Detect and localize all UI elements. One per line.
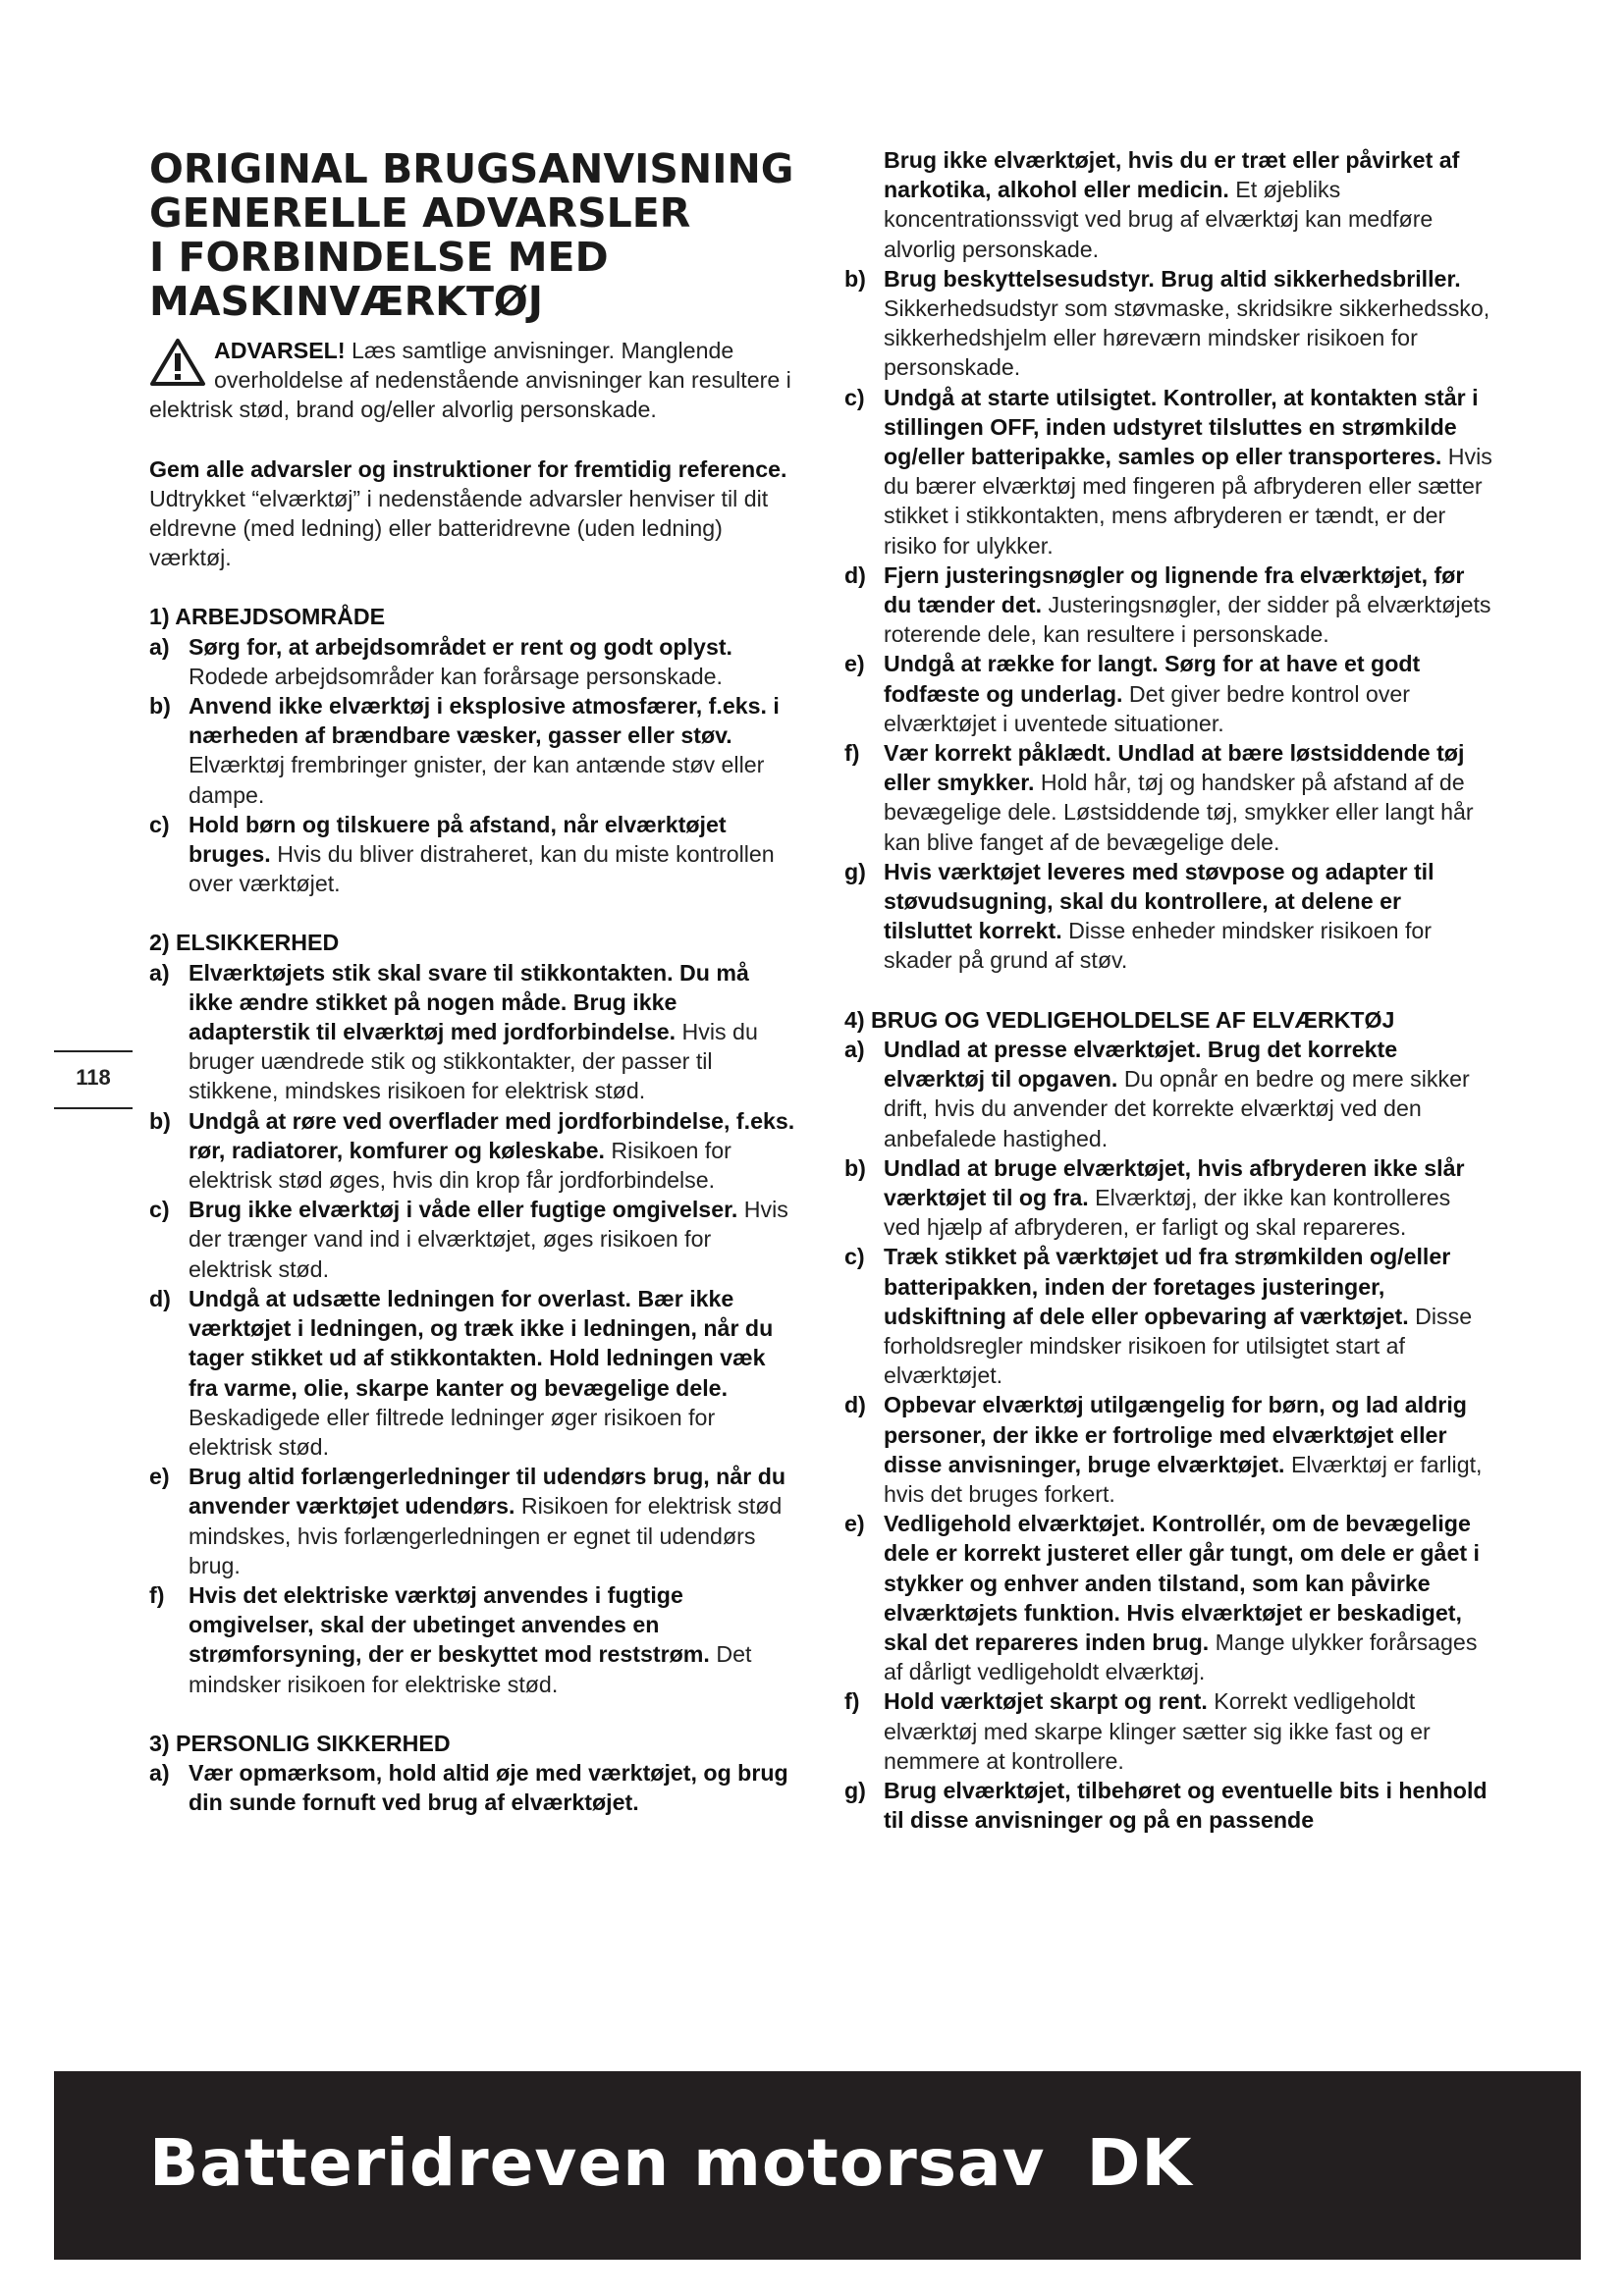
- item-text: Korrekt vedligeholdt elværktøj med skarpe klinger sætter sig ikke fast og er nemmere at kontrollere.: [884, 1688, 1431, 1774]
- item-label: b): [844, 265, 866, 292]
- list-item: [844, 738, 1492, 857]
- item-text: Mange ulykker forårsages af dårligt vedligeholdt elværktøj.: [884, 1629, 1478, 1685]
- list-item: [844, 1509, 1492, 1686]
- item-text: Hvis du bruger uændrede stik og stikkontakter, der passer til stikkene, mindskes risikoen for elektrisk stød.: [189, 1019, 758, 1104]
- list-item: [844, 1035, 1492, 1153]
- list-item: [844, 1242, 1492, 1390]
- item-text: Sikkerhedsudstyr som støvmaske, skridsikre sikkerhedssko, sikkerhedshjelm eller høreværn mindsker risikoen for personskade.: [884, 295, 1490, 381]
- title-line: I FORBINDELSE MED: [149, 234, 609, 281]
- product-name: Batteridreven motorsav: [149, 2125, 1046, 2201]
- item-bold: Sørg for, at arbejdsområdet er rent og godt oplyst.: [189, 633, 732, 660]
- item-bold: Hvis værktøjet leveres med støvpose og adapter til støvudsugning, skal du kontrollere, at delene er tilsluttet korrekt.: [884, 858, 1435, 944]
- item-text: Du opnår en bedre og mere sikker drift, hvis du anvender det korrekte elværktøj ved den anbefalede hastighed.: [884, 1066, 1470, 1151]
- item-bold: Brug elværktøjet, tilbehøret og eventuelle bits i henhold til disse anvisninger og på en passende: [884, 1777, 1488, 1834]
- item-text: Justeringsnøgler, der sidder på elværktøjets roterende dele, kan resultere i personskade.: [884, 592, 1491, 648]
- item-label: f): [844, 740, 860, 767]
- item-bold: Anvend ikke elværktøj i eksplosive atmosfærer, f.eks. i nærheden af brændbare væsker, gasser eller støv.: [189, 693, 780, 749]
- item-label: b): [844, 1154, 866, 1181]
- section-heading: 4) BRUG OG VEDLIGEHOLDELSE AF ELVÆRKTØJ: [844, 1006, 1395, 1033]
- list-item: [844, 649, 1492, 738]
- item-label: e): [844, 651, 865, 677]
- item-label: g): [844, 858, 866, 884]
- item-label: e): [149, 1464, 170, 1490]
- list-item-continued: [844, 145, 1492, 264]
- list-item: [149, 632, 797, 691]
- item-label: d): [149, 1285, 171, 1311]
- item-text: Risikoen for elektrisk stød mindskes, hvis forlængerledningen er egnet til udendørs brug.: [189, 1493, 783, 1578]
- item-text: Det mindsker risikoen for elektriske stød.: [189, 1641, 752, 1697]
- list-item: [844, 857, 1492, 976]
- item-label: b): [149, 693, 171, 720]
- item-bold: Vær opmærksom, hold altid øje med værktøjet, og brug din sunde fornuft ved brug af elværktøjet.: [189, 1759, 788, 1816]
- item-text: Disse enheder mindsker risikoen for skader på grund af støv.: [884, 918, 1432, 974]
- list-item: [149, 1106, 797, 1196]
- list-item: [844, 1390, 1492, 1509]
- section-electrical-safety: [149, 928, 797, 1698]
- list-item: [149, 1580, 797, 1699]
- warning-text: [149, 336, 797, 425]
- item-text: Hvis du bærer elværktøj med fingeren på afbryderen eller sætter stikket i stikkontakten, mens afbryderen er tændt, er der risiko for ulykker.: [884, 444, 1492, 559]
- item-label: a): [844, 1036, 865, 1062]
- item-bold: Hvis det elektriske værktøj anvendes i fugtige omgivelser, skal der ubetinget anvendes en strømforsyning, der er beskyttet mod reststrøm.: [189, 1581, 710, 1668]
- item-bold: Undlad at bruge elværktøjet, hvis afbryderen ikke slår værktøjet til og fra.: [884, 1154, 1465, 1210]
- list-item: [844, 1686, 1492, 1776]
- item-text: Det giver bedre kontrol over elværktøjet i uventede situationer.: [884, 680, 1411, 736]
- page-number-rule: [54, 1050, 133, 1052]
- item-label: d): [844, 561, 866, 588]
- item-text: Beskadigede eller filtrede ledninger øger risikoen for elektrisk stød.: [189, 1404, 716, 1460]
- keep-text: Udtrykket “elværktøj” i nedenstående advarsler henviser til dit eldrevne (med ledning) eller batteridrevne (uden ledning) værktøj.: [149, 485, 769, 571]
- item-label: c): [844, 1244, 865, 1270]
- item-text: Risikoen for elektrisk stød øges, hvis din krop får jordforbindelse.: [189, 1137, 731, 1194]
- keep-instructions: [149, 454, 797, 484]
- item-label: c): [149, 811, 170, 837]
- warning-label: ADVARSEL!: [214, 338, 346, 363]
- warning-body: Læs samtlige anvisninger. Manglende overholdelse af nedenstående anvisninger kan resultere i elektrisk stød, brand og/eller alvorlig personskade.: [149, 338, 791, 423]
- item-bold: Brug ikke elværktøj i våde eller fugtige omgivelser.: [189, 1197, 738, 1223]
- list-item: [149, 691, 797, 810]
- item-bold: Undlad at presse elværktøjet. Brug det korrekte elværktøj til opgaven.: [884, 1036, 1398, 1093]
- list-item: [149, 1284, 797, 1462]
- list-item: [149, 1462, 797, 1580]
- language-code: DK: [1086, 2125, 1193, 2201]
- item-bold: Undgå at udsætte ledningen for overlast. Bær ikke værktøjet i ledningen, og træk ikke i ledningen, når du tager stikket ud af stikkontakten. Hold ledningen væk fra varme, olie, skarpe kanter og bevægelige dele.: [189, 1285, 774, 1401]
- left-column: [149, 147, 797, 1817]
- list-item: [844, 1776, 1492, 1835]
- item-label: b): [149, 1107, 171, 1134]
- page-title: [149, 147, 797, 324]
- title-line: GENERELLE ADVARSLER: [149, 189, 691, 237]
- section-work-area: [149, 602, 797, 898]
- list-item: [844, 1153, 1492, 1243]
- item-bold: Hold børn og tilskuere på afstand, når elværktøjet bruges.: [189, 811, 727, 868]
- footer-band: [54, 2071, 1581, 2260]
- section-personal-safety: [149, 1729, 797, 1818]
- item-label: f): [149, 1581, 165, 1608]
- item-bold: Undgå at røre ved overflader med jordforbindelse, f.eks. rør, radiatorer, komfurer og køleskabe.: [189, 1107, 795, 1163]
- item-bold: Vedligehold elværktøjet. Kontrollér, om de bevægelige dele er korrekt justeret eller går tungt, om dele er gået i stykker og enhver anden tilstand, som kan påvirke elværktøjets funktion. Hvis elværktøjet er beskadiget, skal det repareres inden brug.: [884, 1511, 1480, 1655]
- list-item: [149, 1758, 797, 1817]
- list-item: [149, 1195, 797, 1284]
- item-bold: Opbevar elværktøj utilgængelig for børn, og lad aldrig personer, der ikke er fortrolige med elværktøjet eller disse anvisninger, bruge elværktøjet.: [884, 1392, 1467, 1477]
- item-text: Rodede arbejdsområder kan forårsage personskade.: [189, 663, 723, 689]
- section-heading: 1) ARBEJDSOMRÅDE: [149, 604, 386, 630]
- list-item: [149, 810, 797, 899]
- item-text: Elværktøj frembringer gnister, der kan antænde støv eller dampe.: [189, 752, 765, 808]
- section-personal-safety-continued: [844, 264, 1492, 976]
- title-line: MASKINVÆRKTØJ: [149, 278, 544, 325]
- item-bold: Undgå at række for langt. Sørg for at have et godt fodfæste og underlag.: [884, 651, 1421, 707]
- item-label: g): [844, 1777, 866, 1803]
- item-text: Elværktøj, der ikke kan kontrolleres ved hjælp af afbryderen, er farligt og skal repareres.: [884, 1184, 1451, 1241]
- item-label: c): [844, 384, 865, 410]
- item-label: a): [149, 959, 170, 986]
- keep-bold: Gem alle advarsler og instruktioner for fremtidig reference.: [149, 455, 787, 482]
- title-line: ORIGINAL BRUGSANVISNING: [149, 145, 794, 192]
- item-text: Disse forholdsregler mindsker risikoen for utilsigtet start af elværktøjet.: [884, 1303, 1473, 1389]
- page-number: 118: [76, 1065, 111, 1090]
- item-label: f): [844, 1688, 860, 1715]
- page-number-rule: [54, 1107, 133, 1109]
- list-item: [844, 561, 1492, 650]
- item-bold: Brug ikke elværktøjet, hvis du er træt eller påvirket af narkotika, alkohol eller medicin.: [884, 147, 1460, 203]
- item-label: d): [844, 1392, 866, 1418]
- item-bold: Undgå at starte utilsigtet. Kontroller, at kontakten står i stillingen OFF, inden udstyret tilsluttes en strømkilde og/eller batteripakke, samles op eller transporteres.: [884, 384, 1479, 470]
- item-bold: Fjern justeringsnøgler og lignende fra elværktøjet, før du tænder det.: [884, 561, 1465, 618]
- item-text: Elværktøj er farligt, hvis det bruges forkert.: [884, 1451, 1483, 1507]
- item-bold: Brug beskyttelsesudstyr. Brug altid sikkerhedsbriller.: [884, 265, 1461, 292]
- section-heading: 2) ELSIKKERHED: [149, 930, 340, 956]
- item-bold: Elværktøjets stik skal svare til stikkontakten. Du må ikke ændre stikket på nogen måde. Brug ikke adapterstik til elværktøj med jordforbindelse.: [189, 959, 749, 1045]
- item-text: Et øjebliks koncentrationssvigt ved brug af elværktøj kan medføre alvorlig personskade.: [884, 177, 1434, 262]
- list-item: [844, 264, 1492, 383]
- right-column: [844, 145, 1492, 1835]
- list-item: [844, 383, 1492, 561]
- warning-triangle-icon: [149, 338, 206, 387]
- item-label: e): [844, 1511, 865, 1537]
- item-label: c): [149, 1197, 170, 1223]
- warning-block: [149, 336, 797, 425]
- section-use-and-maintenance: [844, 1005, 1492, 1836]
- item-bold: Brug altid forlængerledninger til udendørs brug, når du anvender værktøjet udendørs.: [189, 1464, 786, 1520]
- list-item: [149, 958, 797, 1106]
- item-bold: Vær korrekt påklædt. Undlad at bære løstsiddende tøj eller smykker.: [884, 740, 1465, 796]
- section-heading: 3) PERSONLIG SIKKERHED: [149, 1730, 451, 1756]
- item-bold: Hold værktøjet skarpt og rent.: [884, 1688, 1208, 1715]
- item-label: a): [149, 633, 170, 660]
- footer-title: [149, 2124, 1193, 2203]
- item-bold: Træk stikket på værktøjet ud fra strømkilden og/eller batteripakken, inden der foretages justeringer, udskiftning af dele eller opbevaring af værktøjet.: [884, 1244, 1451, 1329]
- item-label: a): [149, 1759, 170, 1786]
- item-text: Hvis der trænger vand ind i elværktøjet, øges risikoen for elektrisk stød.: [189, 1197, 788, 1282]
- item-text: Hvis du bliver distraheret, kan du miste kontrollen over værktøjet.: [189, 841, 775, 897]
- item-text: Hold hår, tøj og handsker på afstand af de bevægelige dele. Løstsiddende tøj, smykker eller langt hår kan blive fanget af de bevægelige dele.: [884, 770, 1474, 855]
